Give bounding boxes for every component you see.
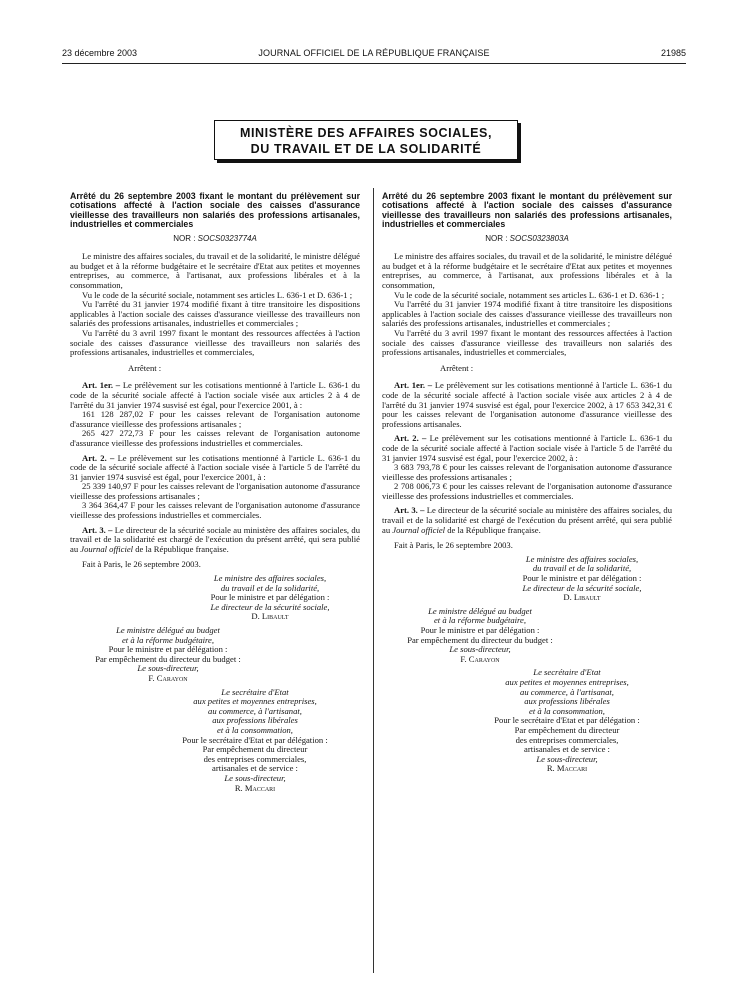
page-number: 21985 [660, 48, 686, 58]
right-art-2-b: 2 708 006,73 € pour les caisses relevant de l'organisation autonome d'assurance vieillesse des professions industrielles et commerciales. [382, 481, 672, 501]
right-column [382, 192, 672, 774]
left-fait: Fait à Paris, le 26 septembre 2003. [82, 559, 201, 570]
left-signature-secretary: Le secrétaire d'Etat aux petites et moyennes entreprises, au commerce, à l'artisanat, aux professions libérales et à la consommation, Pour le secrétaire d'Etat et par délégation : Par empêchement du directeur des entreprises commerciales, artisanales et de service : Le sous-directeur, R. Maccari [182, 686, 328, 793]
right-art-1: Art. 1er. – Le prélèvement sur les cotisations mentionné à l'article L. 636-1 du code de la sécurité sociale affecté à l'action sociale visée aux articles 2 à 4 de l'arrêté du 31 janvier 1974 susvisé est égal, pour l'exercice 2002, à 17 653 342,31 € pour les caisses relevant de l'organisation autonome d'assurance vieillesse des professions artisanales. [382, 380, 672, 429]
header-rule [62, 63, 686, 64]
header-date: 23 décembre 2003 [62, 48, 138, 58]
right-intro: Le ministre des affaires sociales, du travail et de la solidarité, le ministre délégué au budget et à la réforme budgétaire et le secrétaire d'Etat aux petites et moyennes entreprises, au commerce, à l'artisanat, aux professions libérales et à la consommation, [382, 251, 672, 290]
left-decree-title: Arrêté du 26 septembre 2003 fixant le montant du prélèvement sur cotisations affecté à l'action sociale des caisses d'assurance vieillesse des travailleurs non salariés des professions artisanales, industrielles et commerciales [70, 191, 360, 230]
left-art-1: Art. 1er. – Le prélèvement sur les cotisations mentionné à l'article L. 636-1 du code de la sécurité sociale affecté à l'action sociale visée aux articles 2 à 4 de l'arrêté du 31 janvier 1974 susvisé est égal, pour l'exercice 2001, à : [70, 380, 360, 410]
left-vu-2: Vu l'arrêté du 31 janvier 1974 modifié fixant à titre transitoire les dispositions applicables à l'action sociale des caisses d'assurance vieillesse des travailleurs non salariés des professions artisanales, industrielles et commerciales ; [70, 299, 360, 329]
ministry-line-1: MINISTÈRE DES AFFAIRES SOCIALES, [239, 126, 493, 140]
left-signature-budget: Le ministre délégué au budget et à la réforme budgétaire, Pour le ministre et par délégation : Par empêchement du directeur du budget : Le sous-directeur, F. Carayon [95, 625, 241, 683]
column-divider [373, 188, 374, 973]
left-signature-minister: Le ministre des affaires sociales, du travail et de la solidarité, Pour le ministre et par délégation : Le directeur de la sécurité sociale, D. Libault [210, 573, 330, 622]
right-decree-title: Arrêté du 26 septembre 2003 fixant le montant du prélèvement sur cotisations affecté à l'action sociale des caisses d'assurance vieillesse des travailleurs non salariés des professions artisanales, industrielles et commerciales [382, 191, 672, 230]
left-art-1-a: 161 128 287,02 F pour les caisses relevant de l'organisation autonome d'assurance vieillesse des professions artisanales ; [70, 409, 360, 429]
journal-title: JOURNAL OFFICIEL DE LA RÉPUBLIQUE FRANÇAISE [258, 48, 490, 58]
right-signature-secretary: Le secrétaire d'Etat aux petites et moyennes entreprises, au commerce, à l'artisanat, aux professions libérales et à la consommation, Pour le secrétaire d'Etat et par délégation : Par empêchement du directeur des entreprises commerciales, artisanales et de service : Le sous-directeur, R. Maccari [494, 667, 640, 774]
ministry-line-2: DU TRAVAIL ET DE LA SOLIDARITÉ [250, 142, 482, 156]
left-column [70, 192, 360, 793]
left-vu-3: Vu l'arrêté du 3 avril 1997 fixant le montant des ressources affectées à l'action sociale des caisses d'assurance vieillesse des travailleurs non salariés des professions artisanales, industrielles et commerciales, [70, 327, 360, 358]
right-signature-budget: Le ministre délégué au budget et à la réforme budgétaire, Pour le ministre et par délégation : Par empêchement du directeur du budget : Le sous-directeur, F. Carayon [407, 605, 553, 664]
left-art-1-b: 265 427 272,73 F pour les caisses relevant de l'organisation autonome d'assurance vieillesse des professions industrielles et commerciales. [70, 428, 360, 448]
right-art-2-a: 3 683 793,78 € pour les caisses relevant de l'organisation autonome d'assurance vieillesse des professions artisanales ; [382, 462, 672, 482]
left-art-2: Art. 2. – Le prélèvement sur les cotisations mentionné à l'article L. 636-1 du code de la sécurité sociale affecté à l'action sociale visée à l'article 5 de l'arrêté du 31 janvier 1974 susvisé est égal, pour l'exercice 2001, à : [70, 452, 360, 482]
right-vu-3: Vu l'arrêté du 3 avril 1997 fixant le montant des ressources affectées à l'action sociale des caisses d'assurance vieillesse des travailleurs non salariés des professions artisanales, industrielles et commerciales, [382, 327, 672, 358]
right-vu-1: Vu le code de la sécurité sociale, notamment ses articles L. 636-1 et D. 636-1 ; [394, 289, 665, 300]
running-header [62, 48, 686, 62]
right-art-3: Art. 3. – Le directeur de la sécurité sociale au ministère des affaires sociales, du travail et de la solidarité est chargé de l'exécution du présent arrêté, qui sera publié au Journal officiel de la République française. [382, 505, 672, 535]
right-arretent: Arrêtent : [440, 362, 474, 373]
left-nor: NOR : SOCS0323774A [173, 233, 257, 243]
right-vu-2: Vu l'arrêté du 31 janvier 1974 modifié fixant à titre transitoire les dispositions applicables à l'action sociale des caisses d'assurance vieillesse des travailleurs non salariés des professions artisanales, industrielles et commerciales ; [382, 299, 672, 329]
left-art-3: Art. 3. – Le directeur de la sécurité sociale au ministère des affaires sociales, du travail et de la solidarité est chargé de l'exécution du présent arrêté, qui sera publié au Journal officiel de la République française. [70, 524, 360, 554]
right-art-2: Art. 2. – Le prélèvement sur les cotisations mentionné à l'article L. 636-1 du code de la sécurité sociale affecté à l'action sociale visée à l'article 5 de l'arrêté du 31 janvier 1974 susvisé est égal, pour l'exercice 2002, à : [382, 433, 672, 463]
ministry-box [214, 120, 518, 160]
left-vu-1: Vu le code de la sécurité sociale, notamment ses articles L. 636-1 et D. 636-1 ; [82, 289, 353, 300]
left-intro: Le ministre des affaires sociales, du travail et de la solidarité, le ministre délégué au budget et à la réforme budgétaire et le secrétaire d'Etat aux petites et moyennes entreprises, au commerce, à l'artisanat, aux professions libérales et à la consommation, [70, 251, 360, 290]
right-fait: Fait à Paris, le 26 septembre 2003. [394, 540, 513, 551]
left-arretent: Arrêtent : [128, 362, 162, 373]
right-nor: NOR : SOCS0323803A [485, 233, 569, 243]
left-art-2-a: 25 339 140,97 F pour les caisses relevant de l'organisation autonome d'assurance vieillesse des professions artisanales ; [70, 481, 360, 501]
left-art-2-b: 3 364 364,47 F pour les caisses relevant de l'organisation autonome d'assurance vieillesse des professions industrielles et commerciales. [70, 500, 360, 521]
right-signature-minister: Le ministre des affaires sociales, du travail et de la solidarité, Pour le ministre et par délégation : Le directeur de la sécurité sociale, D. Libault [522, 553, 642, 603]
